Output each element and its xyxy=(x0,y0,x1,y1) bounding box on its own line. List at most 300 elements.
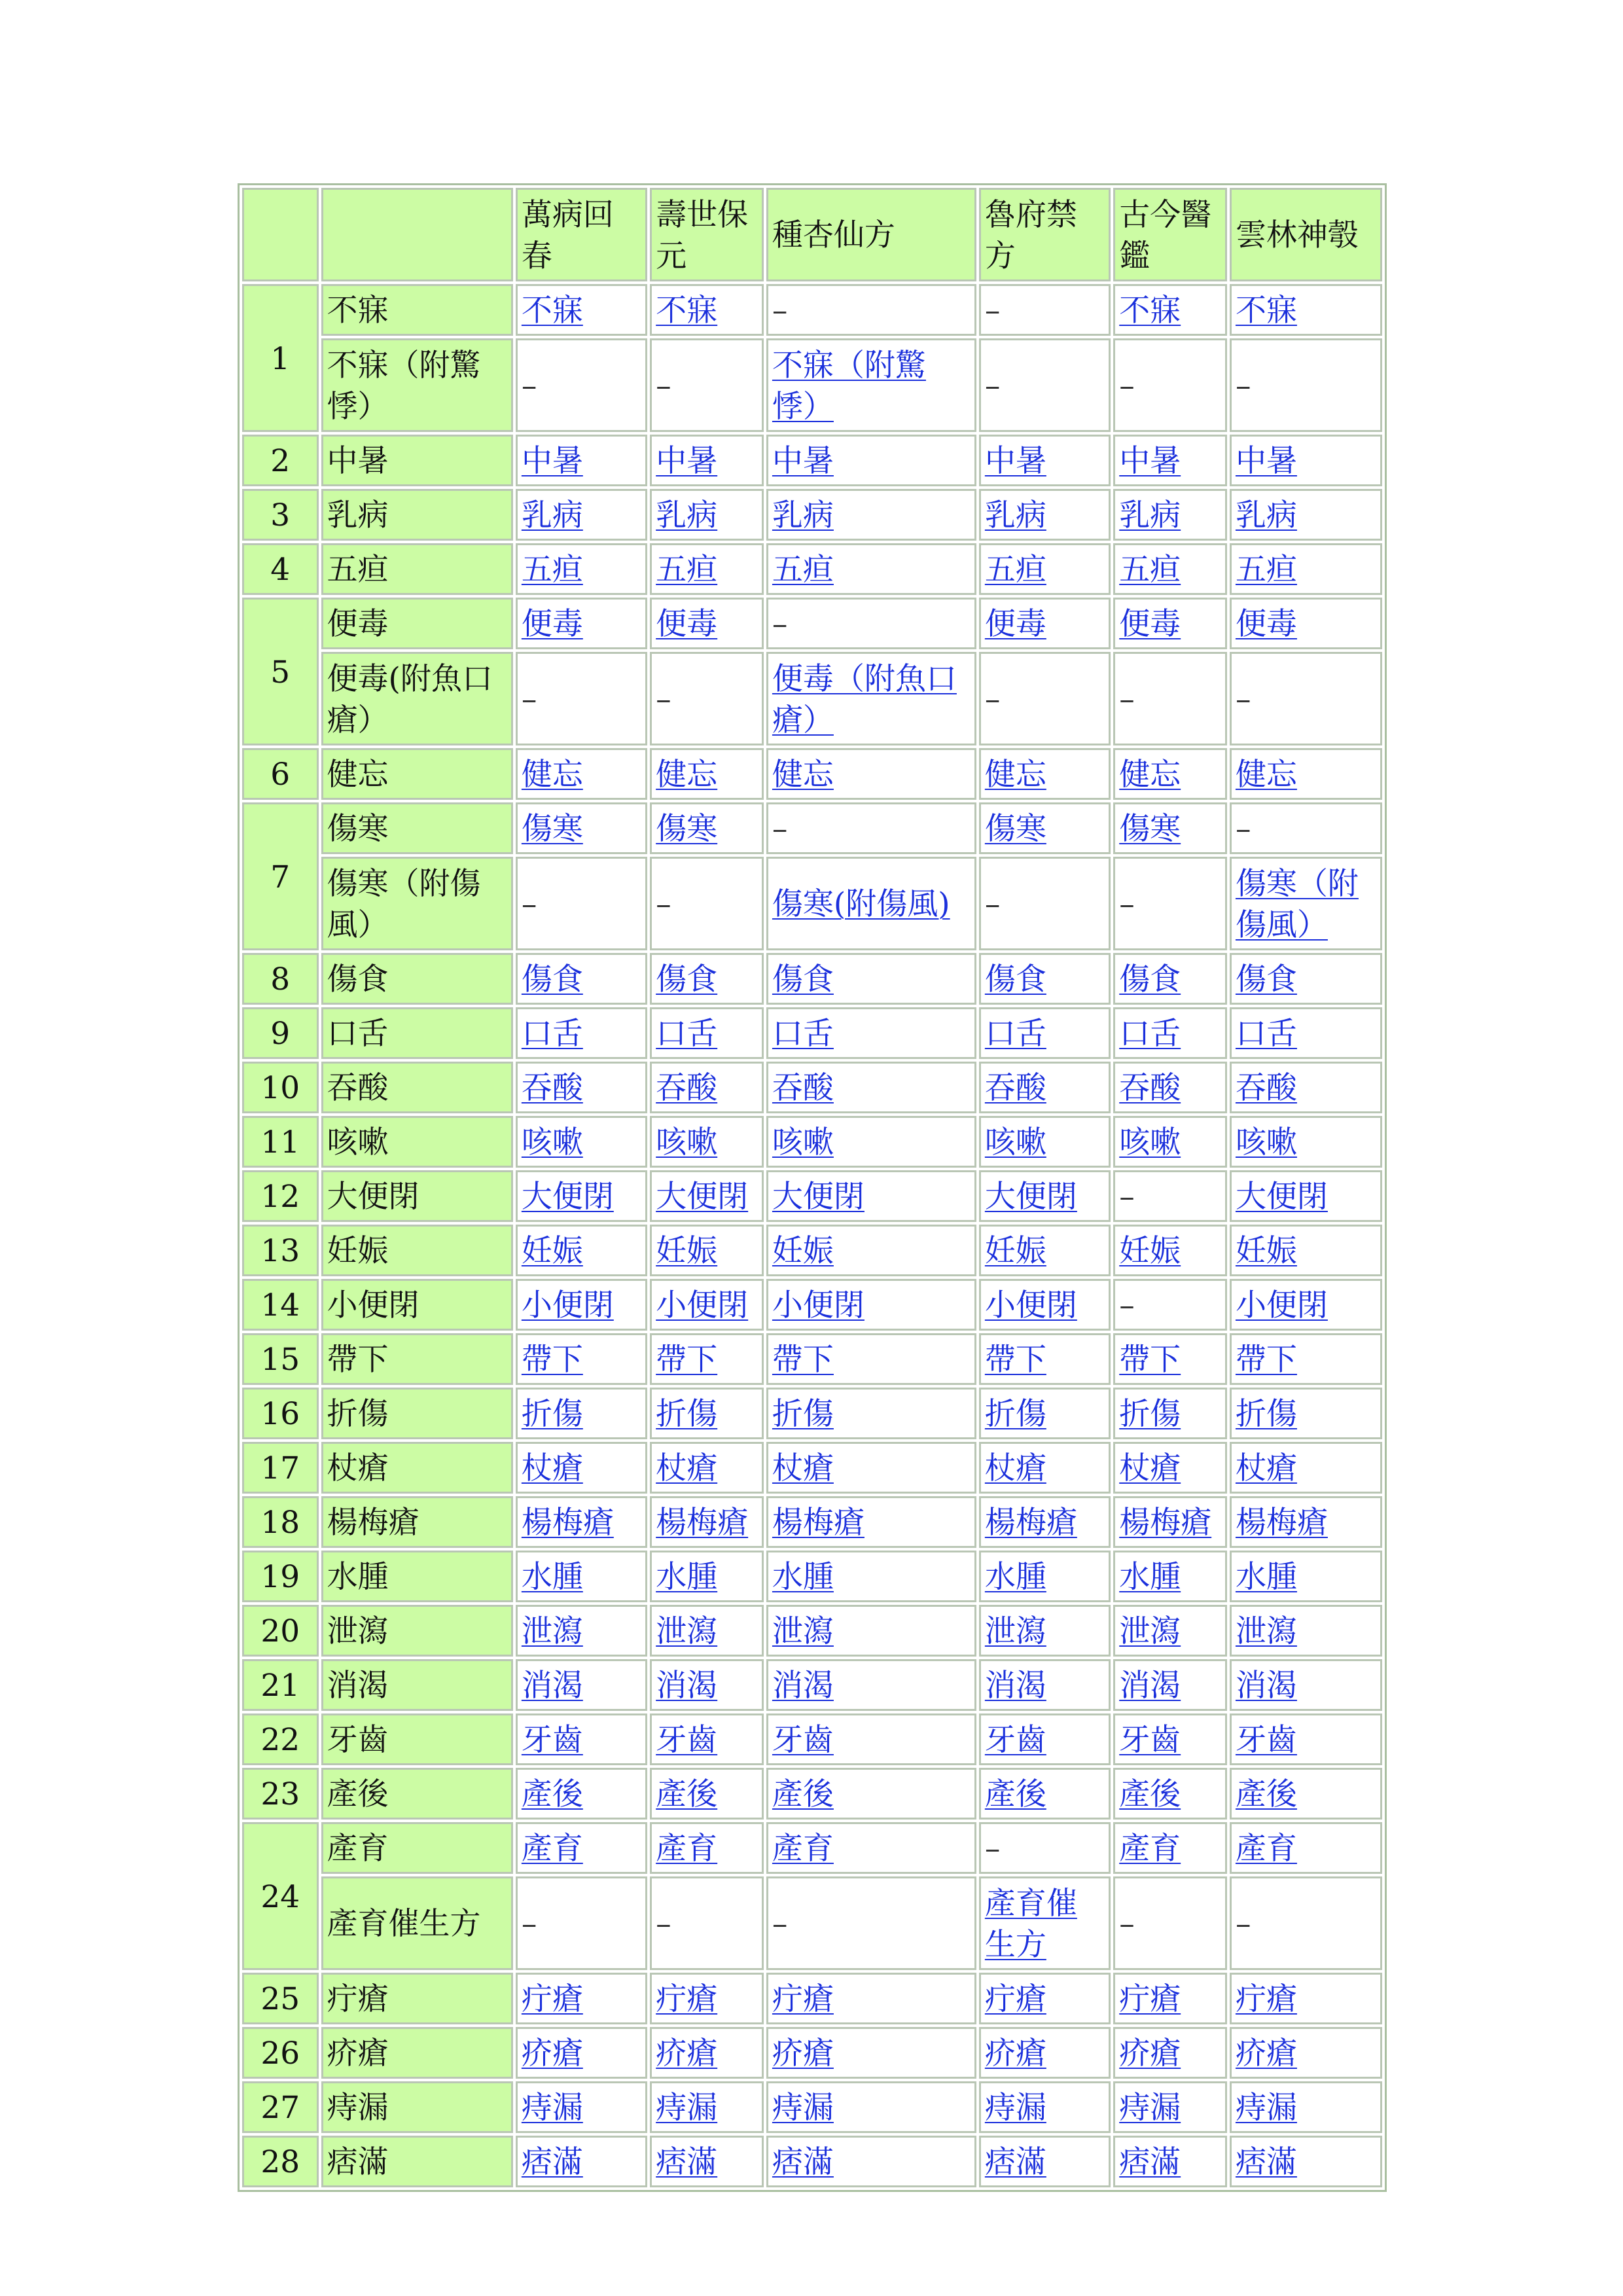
source-cell xyxy=(1113,1225,1227,1276)
source-cell xyxy=(1113,1116,1227,1168)
remedy-link[interactable]: 五疸 xyxy=(656,552,718,588)
remedy-link[interactable]: 不寐 xyxy=(1235,293,1297,329)
remedy-link[interactable]: 杖瘡 xyxy=(1235,1450,1297,1486)
condition-name: 疥瘡 xyxy=(321,2027,513,2079)
source-cell xyxy=(766,748,976,800)
remedy-link[interactable]: 傷寒 xyxy=(984,811,1046,847)
table-row xyxy=(242,1876,1382,1970)
source-cell xyxy=(1230,1605,1382,1657)
remedy-link[interactable]: 帶下 xyxy=(656,1342,718,1378)
source-cell xyxy=(766,2081,976,2133)
remedy-link[interactable]: 吞酸 xyxy=(1235,1070,1297,1106)
remedy-link[interactable]: 牙齒 xyxy=(656,1722,718,1758)
remedy-link[interactable]: 疔瘡 xyxy=(656,1981,718,2017)
remedy-link[interactable]: 不寐 xyxy=(656,293,718,329)
remedy-link[interactable]: 產育催生方 xyxy=(984,1885,1077,1963)
source-cell xyxy=(766,1768,976,1820)
remedy-link[interactable]: 小便閉 xyxy=(772,1287,865,1323)
remedy-link[interactable]: 妊娠 xyxy=(521,1233,583,1269)
remedy-link[interactable]: 口舌 xyxy=(772,1016,834,1052)
dash-placeholder: – xyxy=(521,681,537,717)
source-cell xyxy=(979,953,1111,1005)
source-cell xyxy=(1113,284,1227,336)
remedy-link[interactable]: 疥瘡 xyxy=(772,2036,834,2072)
source-cell xyxy=(516,1170,647,1222)
remedy-link[interactable]: 便毒 xyxy=(1235,606,1297,642)
remedy-link[interactable]: 妊娠 xyxy=(1119,1233,1181,1269)
remedy-link[interactable]: 不寐 xyxy=(1119,293,1181,329)
table-row xyxy=(242,1605,1382,1657)
source-cell xyxy=(650,1007,764,1059)
dash-placeholder: – xyxy=(984,368,1001,404)
remedy-link[interactable]: 消渴 xyxy=(656,1668,718,1704)
dash-placeholder: – xyxy=(1119,681,1135,717)
remedy-link[interactable]: 乳病 xyxy=(656,497,718,533)
remedy-link[interactable]: 便毒 xyxy=(521,606,583,642)
remedy-link[interactable]: 產後 xyxy=(984,1776,1046,1812)
remedy-link[interactable]: 產育 xyxy=(656,1831,718,1867)
table-row xyxy=(242,1713,1382,1765)
source-cell xyxy=(1113,1333,1227,1385)
condition-name: 傷食 xyxy=(321,953,513,1005)
remedy-link[interactable]: 痔漏 xyxy=(521,2090,583,2126)
remedy-link[interactable]: 傷食 xyxy=(656,961,718,997)
source-cell xyxy=(766,2027,976,2079)
header-source-2: 壽世保元 xyxy=(650,188,764,281)
remedy-link[interactable]: 妊娠 xyxy=(656,1233,718,1269)
source-cell xyxy=(1113,1605,1227,1657)
remedy-link[interactable]: 消渴 xyxy=(984,1668,1046,1704)
remedy-link[interactable]: 傷寒(附傷風) xyxy=(772,886,950,922)
remedy-link[interactable]: 痞滿 xyxy=(984,2144,1046,2180)
remedy-link[interactable]: 咳嗽 xyxy=(772,1124,834,1160)
remedy-link[interactable]: 口舌 xyxy=(656,1016,718,1052)
dash-placeholder: – xyxy=(984,1831,1001,1867)
remedy-link[interactable]: 傷食 xyxy=(1235,961,1297,997)
remedy-link[interactable]: 中暑 xyxy=(656,443,718,479)
remedy-link[interactable]: 產育 xyxy=(772,1831,834,1867)
remedy-link[interactable]: 折傷 xyxy=(772,1396,834,1432)
condition-name: 小便閉 xyxy=(321,1279,513,1331)
remedy-link[interactable]: 傷食 xyxy=(521,961,583,997)
condition-name: 泄瀉 xyxy=(321,1605,513,1657)
source-cell xyxy=(650,1496,764,1548)
remedy-link[interactable]: 健忘 xyxy=(1235,757,1297,793)
empty-cell xyxy=(979,338,1111,432)
condition-name: 楊梅瘡 xyxy=(321,1496,513,1548)
remedy-link[interactable]: 楊梅瘡 xyxy=(656,1505,749,1541)
remedy-link[interactable]: 折傷 xyxy=(521,1396,583,1432)
remedy-link[interactable]: 泄瀉 xyxy=(656,1613,718,1649)
condition-name: 口舌 xyxy=(321,1007,513,1059)
source-cell xyxy=(650,748,764,800)
remedy-link[interactable]: 杖瘡 xyxy=(656,1450,718,1486)
condition-name: 產後 xyxy=(321,1768,513,1820)
source-cell xyxy=(1113,1007,1227,1059)
remedy-link[interactable]: 水腫 xyxy=(772,1559,834,1595)
source-cell xyxy=(979,1116,1111,1168)
remedy-link[interactable]: 便毒（附魚口瘡） xyxy=(772,660,957,738)
remedy-link[interactable]: 水腫 xyxy=(1119,1559,1181,1595)
source-cell xyxy=(1230,1659,1382,1711)
remedy-link[interactable]: 五疸 xyxy=(1119,552,1181,588)
remedy-link[interactable]: 妊娠 xyxy=(772,1233,834,1269)
remedy-link[interactable]: 疥瘡 xyxy=(984,2036,1046,2072)
source-cell xyxy=(1113,1442,1227,1494)
empty-cell xyxy=(1230,1876,1382,1970)
remedy-link[interactable]: 口舌 xyxy=(1235,1016,1297,1052)
source-cell xyxy=(650,1333,764,1385)
remedy-link[interactable]: 產育 xyxy=(1119,1831,1181,1867)
remedy-link[interactable]: 乳病 xyxy=(1119,497,1181,533)
remedy-link[interactable]: 折傷 xyxy=(1235,1396,1297,1432)
remedy-link[interactable]: 大便閉 xyxy=(521,1179,614,1215)
remedy-link[interactable]: 產後 xyxy=(1119,1776,1181,1812)
remedy-link[interactable]: 便毒 xyxy=(1119,606,1181,642)
table-row xyxy=(242,598,1382,649)
row-number: 14 xyxy=(242,1279,319,1331)
remedy-link[interactable]: 折傷 xyxy=(656,1396,718,1432)
source-cell xyxy=(650,1659,764,1711)
remedy-link[interactable]: 小便閉 xyxy=(984,1287,1077,1323)
source-cell xyxy=(1230,1116,1382,1168)
remedy-link[interactable]: 五疸 xyxy=(521,552,583,588)
remedy-link[interactable]: 水腫 xyxy=(984,1559,1046,1595)
remedy-link[interactable]: 疔瘡 xyxy=(984,1981,1046,2017)
remedy-link[interactable]: 疥瘡 xyxy=(656,2036,718,2072)
remedy-link[interactable]: 帶下 xyxy=(984,1342,1046,1378)
condition-name: 折傷 xyxy=(321,1388,513,1439)
dash-placeholder: – xyxy=(521,368,537,404)
remedy-link[interactable]: 牙齒 xyxy=(772,1722,834,1758)
remedy-link[interactable]: 產育 xyxy=(521,1831,583,1867)
row-number: 28 xyxy=(242,2136,319,2187)
table-row xyxy=(242,2136,1382,2187)
header-source-1: 萬病回春 xyxy=(516,188,647,281)
row-number: 13 xyxy=(242,1225,319,1276)
source-cell xyxy=(766,1170,976,1222)
dash-placeholder: – xyxy=(1235,811,1251,847)
source-cell xyxy=(979,1062,1111,1113)
remedy-link[interactable]: 楊梅瘡 xyxy=(1119,1505,1212,1541)
source-cell xyxy=(979,598,1111,649)
remedy-link[interactable]: 楊梅瘡 xyxy=(1235,1505,1328,1541)
remedy-link[interactable]: 大便閉 xyxy=(656,1179,749,1215)
remedy-link[interactable]: 疔瘡 xyxy=(1235,1981,1297,2017)
row-number: 4 xyxy=(242,543,319,595)
source-cell xyxy=(1230,489,1382,541)
remedy-link[interactable]: 妊娠 xyxy=(984,1233,1046,1269)
remedy-link[interactable]: 便毒 xyxy=(984,606,1046,642)
remedy-link[interactable]: 產後 xyxy=(656,1776,718,1812)
source-cell xyxy=(766,1116,976,1168)
table-row xyxy=(242,802,1382,854)
remedy-link[interactable]: 吞酸 xyxy=(1119,1070,1181,1106)
source-cell xyxy=(1113,2027,1227,2079)
remedy-link[interactable]: 折傷 xyxy=(1119,1396,1181,1432)
source-cell xyxy=(650,802,764,854)
remedy-link[interactable]: 水腫 xyxy=(1235,1559,1297,1595)
remedy-link[interactable]: 五疸 xyxy=(984,552,1046,588)
source-cell xyxy=(1230,1442,1382,1494)
remedy-link[interactable]: 口舌 xyxy=(984,1016,1046,1052)
source-cell xyxy=(516,748,647,800)
remedy-link[interactable]: 消渴 xyxy=(772,1668,834,1704)
remedy-link[interactable]: 乳病 xyxy=(521,497,583,533)
source-cell xyxy=(650,2136,764,2187)
remedy-link[interactable]: 疔瘡 xyxy=(772,1981,834,2017)
source-cell xyxy=(1113,748,1227,800)
condition-name: 杖瘡 xyxy=(321,1442,513,1494)
source-cell xyxy=(516,2081,647,2133)
table-row xyxy=(242,857,1382,950)
source-cell xyxy=(1113,489,1227,541)
remedy-link[interactable]: 便毒 xyxy=(656,606,718,642)
remedy-link[interactable]: 傷寒 xyxy=(656,811,718,847)
remedy-link[interactable]: 小便閉 xyxy=(656,1287,749,1323)
remedy-link[interactable]: 傷寒 xyxy=(521,811,583,847)
source-cell xyxy=(979,1713,1111,1765)
remedy-link[interactable]: 中暑 xyxy=(984,443,1046,479)
remedy-link[interactable]: 吞酸 xyxy=(521,1070,583,1106)
remedy-link[interactable]: 楊梅瘡 xyxy=(521,1505,614,1541)
source-cell xyxy=(516,1713,647,1765)
remedy-link[interactable]: 疔瘡 xyxy=(521,1981,583,2017)
row-number: 25 xyxy=(242,1973,319,2024)
source-cell xyxy=(1113,598,1227,649)
remedy-link[interactable]: 中暑 xyxy=(521,443,583,479)
source-cell xyxy=(1113,1659,1227,1711)
table-row xyxy=(242,1496,1382,1548)
empty-cell xyxy=(650,857,764,950)
remedy-link[interactable]: 健忘 xyxy=(656,757,718,793)
remedy-link[interactable]: 口舌 xyxy=(521,1016,583,1052)
remedy-link[interactable]: 消渴 xyxy=(1119,1668,1181,1704)
remedy-link[interactable]: 痞滿 xyxy=(1119,2144,1181,2180)
source-cell xyxy=(650,1768,764,1820)
remedy-link[interactable]: 痞滿 xyxy=(1235,2144,1297,2180)
remedy-link[interactable]: 疥瘡 xyxy=(521,2036,583,2072)
remedy-link[interactable]: 疔瘡 xyxy=(1119,1981,1181,2017)
remedy-link[interactable]: 大便閉 xyxy=(1235,1179,1328,1215)
remedy-link[interactable]: 乳病 xyxy=(772,497,834,533)
remedy-link[interactable]: 痞滿 xyxy=(656,2144,718,2180)
source-cell xyxy=(766,489,976,541)
remedy-link[interactable]: 吞酸 xyxy=(772,1070,834,1106)
row-number: 19 xyxy=(242,1551,319,1602)
table-row xyxy=(242,2081,1382,2133)
source-cell xyxy=(1113,1388,1227,1439)
empty-cell xyxy=(766,802,976,854)
dash-placeholder: – xyxy=(1235,681,1251,717)
condition-name: 中暑 xyxy=(321,435,513,486)
remedy-link[interactable]: 咳嗽 xyxy=(521,1124,583,1160)
remedy-link[interactable]: 健忘 xyxy=(772,757,834,793)
remedy-link[interactable]: 痔漏 xyxy=(656,2090,718,2126)
remedy-link[interactable]: 杖瘡 xyxy=(772,1450,834,1486)
remedy-link[interactable]: 大便閉 xyxy=(984,1179,1077,1215)
remedy-link[interactable]: 楊梅瘡 xyxy=(984,1505,1077,1541)
remedy-link[interactable]: 中暑 xyxy=(1235,443,1297,479)
source-cell xyxy=(650,284,764,336)
remedy-link[interactable]: 咳嗽 xyxy=(1119,1124,1181,1160)
table-row xyxy=(242,543,1382,595)
empty-cell xyxy=(979,857,1111,950)
remedy-link[interactable]: 痔漏 xyxy=(1235,2090,1297,2126)
remedy-link[interactable]: 中暑 xyxy=(772,443,834,479)
source-cell xyxy=(1113,1496,1227,1548)
remedy-link[interactable]: 口舌 xyxy=(1119,1016,1181,1052)
remedy-link[interactable]: 咳嗽 xyxy=(656,1124,718,1160)
source-cell xyxy=(766,1605,976,1657)
source-cell xyxy=(979,2081,1111,2133)
source-cell xyxy=(979,1605,1111,1657)
remedy-link[interactable]: 折傷 xyxy=(984,1396,1046,1432)
remedy-link[interactable]: 中暑 xyxy=(1119,443,1181,479)
remedy-link[interactable]: 小便閉 xyxy=(1235,1287,1328,1323)
remedy-link[interactable]: 帶下 xyxy=(772,1342,834,1378)
source-cell xyxy=(979,1768,1111,1820)
remedy-link[interactable]: 消渴 xyxy=(1235,1668,1297,1704)
remedy-link[interactable]: 咳嗽 xyxy=(1235,1124,1297,1160)
remedy-link[interactable]: 不寐（附驚悸） xyxy=(772,347,926,425)
empty-cell xyxy=(766,1876,976,1970)
condition-name: 吞酸 xyxy=(321,1062,513,1113)
source-cell xyxy=(650,435,764,486)
condition-name: 產育催生方 xyxy=(321,1876,513,1970)
row-number: 15 xyxy=(242,1333,319,1385)
remedy-link[interactable]: 泄瀉 xyxy=(1235,1613,1297,1649)
table-row xyxy=(242,489,1382,541)
remedy-link[interactable]: 產育 xyxy=(1235,1831,1297,1867)
source-cell xyxy=(516,1279,647,1331)
source-cell xyxy=(516,1605,647,1657)
remedy-link[interactable]: 痞滿 xyxy=(772,2144,834,2180)
remedy-link[interactable]: 乳病 xyxy=(1235,497,1297,533)
remedy-link[interactable]: 五疸 xyxy=(1235,552,1297,588)
source-cell xyxy=(766,1333,976,1385)
condition-name: 不寐 xyxy=(321,284,513,336)
remedy-link[interactable]: 產後 xyxy=(521,1776,583,1812)
condition-name: 便毒 xyxy=(321,598,513,649)
empty-cell xyxy=(516,338,647,432)
remedy-link[interactable]: 健忘 xyxy=(521,757,583,793)
remedy-link[interactable]: 五疸 xyxy=(772,552,834,588)
remedy-link[interactable]: 傷寒（附傷風） xyxy=(1235,865,1359,943)
empty-cell xyxy=(766,284,976,336)
source-cell xyxy=(1113,1713,1227,1765)
empty-cell xyxy=(979,1822,1111,1874)
remedy-link[interactable]: 痔漏 xyxy=(772,2090,834,2126)
remedy-link[interactable]: 大便閉 xyxy=(772,1179,865,1215)
remedy-link[interactable]: 乳病 xyxy=(984,497,1046,533)
dash-placeholder: – xyxy=(1119,1179,1135,1215)
source-cell xyxy=(650,2081,764,2133)
condition-name: 帶下 xyxy=(321,1333,513,1385)
remedy-link[interactable]: 帶下 xyxy=(1119,1342,1181,1378)
dash-placeholder: – xyxy=(984,293,1001,329)
remedy-link[interactable]: 小便閉 xyxy=(521,1287,614,1323)
remedy-link[interactable]: 傷食 xyxy=(772,961,834,997)
remedy-link[interactable]: 咳嗽 xyxy=(984,1124,1046,1160)
remedy-link[interactable]: 痞滿 xyxy=(521,2144,583,2180)
remedy-link[interactable]: 疥瘡 xyxy=(1235,2036,1297,2072)
source-cell xyxy=(979,748,1111,800)
remedy-link[interactable]: 牙齒 xyxy=(1235,1722,1297,1758)
dash-placeholder: – xyxy=(521,1906,537,1942)
source-cell xyxy=(766,1973,976,2024)
empty-cell xyxy=(766,598,976,649)
remedy-link[interactable]: 健忘 xyxy=(984,757,1046,793)
remedy-link[interactable]: 產後 xyxy=(772,1776,834,1812)
remedy-link[interactable]: 泄瀉 xyxy=(1119,1613,1181,1649)
table-row xyxy=(242,1333,1382,1385)
remedy-link[interactable]: 牙齒 xyxy=(984,1722,1046,1758)
source-cell xyxy=(1230,1713,1382,1765)
source-cell xyxy=(650,1170,764,1222)
source-cell xyxy=(1230,543,1382,595)
remedy-link[interactable]: 泄瀉 xyxy=(984,1613,1046,1649)
source-cell xyxy=(516,1822,647,1874)
remedy-link[interactable]: 牙齒 xyxy=(521,1722,583,1758)
source-cell xyxy=(766,1551,976,1602)
source-cell xyxy=(1230,1170,1382,1222)
remedy-link[interactable]: 傷食 xyxy=(1119,961,1181,997)
remedy-link[interactable]: 吞酸 xyxy=(984,1070,1046,1106)
source-cell xyxy=(1230,598,1382,649)
row-number: 1 xyxy=(242,284,319,432)
remedy-link[interactable]: 帶下 xyxy=(1235,1342,1297,1378)
empty-cell xyxy=(650,1876,764,1970)
remedy-link[interactable]: 杖瘡 xyxy=(1119,1450,1181,1486)
remedy-link[interactable]: 泄瀉 xyxy=(521,1613,583,1649)
remedy-link[interactable]: 水腫 xyxy=(656,1559,718,1595)
remedy-link[interactable]: 產後 xyxy=(1235,1776,1297,1812)
remedy-link[interactable]: 疥瘡 xyxy=(1119,2036,1181,2072)
remedy-link[interactable]: 傷寒 xyxy=(1119,811,1181,847)
remedy-link[interactable]: 吞酸 xyxy=(656,1070,718,1106)
remedy-link[interactable]: 痔漏 xyxy=(984,2090,1046,2126)
source-cell xyxy=(650,598,764,649)
remedy-link[interactable]: 消渴 xyxy=(521,1668,583,1704)
remedy-link[interactable]: 水腫 xyxy=(521,1559,583,1595)
table-row xyxy=(242,652,1382,745)
source-cell xyxy=(516,1496,647,1548)
remedy-link[interactable]: 不寐 xyxy=(521,293,583,329)
remedy-link[interactable]: 健忘 xyxy=(1119,757,1181,793)
remedy-link[interactable]: 杖瘡 xyxy=(521,1450,583,1486)
condition-name: 傷寒（附傷風） xyxy=(321,857,513,950)
remedy-link[interactable]: 傷食 xyxy=(984,961,1046,997)
remedy-link[interactable]: 牙齒 xyxy=(1119,1722,1181,1758)
remedy-link[interactable]: 帶下 xyxy=(521,1342,583,1378)
remedy-link[interactable]: 妊娠 xyxy=(1235,1233,1297,1269)
empty-cell xyxy=(650,652,764,745)
source-cell xyxy=(1113,2136,1227,2187)
remedy-link[interactable]: 痔漏 xyxy=(1119,2090,1181,2126)
remedy-link[interactable]: 泄瀉 xyxy=(772,1613,834,1649)
remedy-link[interactable]: 楊梅瘡 xyxy=(772,1505,865,1541)
table-body xyxy=(242,284,1382,2187)
source-cell xyxy=(979,1333,1111,1385)
source-cell xyxy=(1230,953,1382,1005)
condition-name: 痔漏 xyxy=(321,2081,513,2133)
source-cell xyxy=(979,1279,1111,1331)
condition-name: 妊娠 xyxy=(321,1225,513,1276)
source-cell xyxy=(766,2136,976,2187)
remedy-link[interactable]: 杖瘡 xyxy=(984,1450,1046,1486)
source-cell xyxy=(516,1659,647,1711)
